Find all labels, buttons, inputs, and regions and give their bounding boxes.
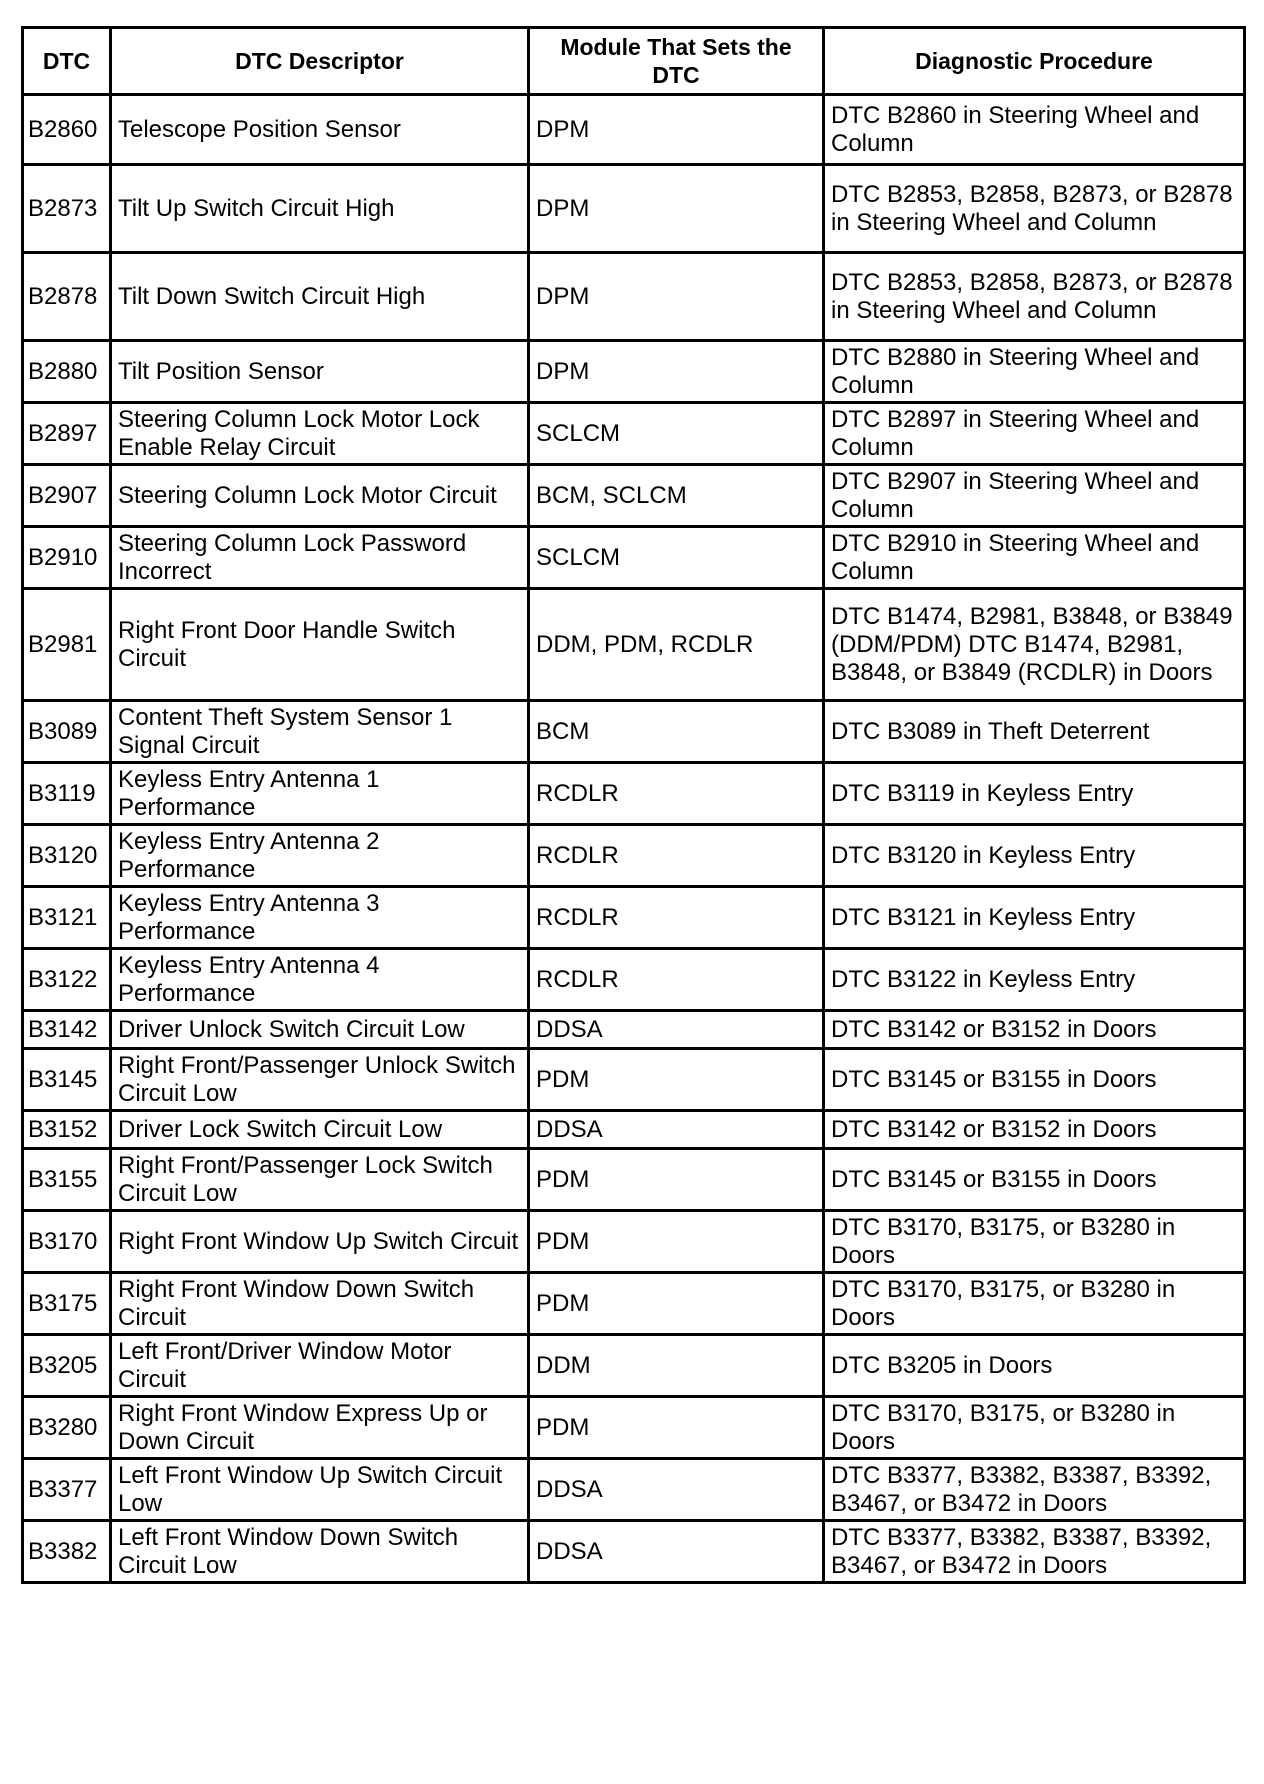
dtc-descriptor-cell: Tilt Down Switch Circuit High [111, 253, 529, 341]
table-row [23, 341, 1245, 403]
dtc-code-cell: B3145 [23, 1049, 111, 1111]
table-row [23, 1335, 1245, 1397]
header-dtc: DTC [23, 28, 111, 95]
module-cell: DDSA [529, 1111, 824, 1149]
dtc-code-cell: B3122 [23, 949, 111, 1011]
module-cell: PDM [529, 1397, 824, 1459]
dtc-code-cell: B2880 [23, 341, 111, 403]
module-cell: DPM [529, 95, 824, 165]
dtc-code-cell: B3155 [23, 1149, 111, 1211]
module-cell: SCLCM [529, 403, 824, 465]
diagnostic-procedure-cell: DTC B3377, B3382, B3387, B3392, B3467, or B3472 in Doors [824, 1521, 1245, 1583]
dtc-descriptor-cell: Right Front Window Up Switch Circuit [111, 1211, 529, 1273]
table-row [23, 1521, 1245, 1583]
dtc-descriptor-cell: Right Front Window Express Up or Down Circuit [111, 1397, 529, 1459]
dtc-descriptor-cell: Tilt Position Sensor [111, 341, 529, 403]
dtc-code-cell: B2860 [23, 95, 111, 165]
module-cell: RCDLR [529, 825, 824, 887]
dtc-code-cell: B3170 [23, 1211, 111, 1273]
dtc-descriptor-cell: Left Front/Driver Window Motor Circuit [111, 1335, 529, 1397]
diagnostic-procedure-cell: DTC B3170, B3175, or B3280 in Doors [824, 1211, 1245, 1273]
dtc-descriptor-cell: Driver Lock Switch Circuit Low [111, 1111, 529, 1149]
header-diagnostic-procedure: Diagnostic Procedure [824, 28, 1245, 95]
diagnostic-procedure-cell: DTC B3119 in Keyless Entry [824, 763, 1245, 825]
dtc-code-cell: B3377 [23, 1459, 111, 1521]
dtc-descriptor-cell: Steering Column Lock Motor Lock Enable Relay Circuit [111, 403, 529, 465]
table-row [23, 589, 1245, 701]
dtc-descriptor-cell: Steering Column Lock Motor Circuit [111, 465, 529, 527]
dtc-descriptor-cell: Right Front Door Handle Switch Circuit [111, 589, 529, 701]
diagnostic-procedure-cell: DTC B2880 in Steering Wheel and Column [824, 341, 1245, 403]
diagnostic-procedure-cell: DTC B3145 or B3155 in Doors [824, 1049, 1245, 1111]
module-cell: PDM [529, 1049, 824, 1111]
table-row [23, 1397, 1245, 1459]
dtc-descriptor-cell: Keyless Entry Antenna 1 Performance [111, 763, 529, 825]
dtc-descriptor-cell: Right Front/Passenger Unlock Switch Circuit Low [111, 1049, 529, 1111]
diagnostic-procedure-cell: DTC B2907 in Steering Wheel and Column [824, 465, 1245, 527]
dtc-code-cell: B3119 [23, 763, 111, 825]
dtc-descriptor-cell: Left Front Window Up Switch Circuit Low [111, 1459, 529, 1521]
dtc-descriptor-cell: Keyless Entry Antenna 4 Performance [111, 949, 529, 1011]
module-cell: DPM [529, 165, 824, 253]
dtc-code-cell: B3175 [23, 1273, 111, 1335]
table-row [23, 701, 1245, 763]
table-row [23, 253, 1245, 341]
module-cell: BCM, SCLCM [529, 465, 824, 527]
module-cell: BCM [529, 701, 824, 763]
table-row [23, 887, 1245, 949]
diagnostic-procedure-cell: DTC B3142 or B3152 in Doors [824, 1111, 1245, 1149]
dtc-code-cell: B2981 [23, 589, 111, 701]
diagnostic-procedure-cell: DTC B2853, B2858, B2873, or B2878 in Steering Wheel and Column [824, 253, 1245, 341]
header-dtc-descriptor: DTC Descriptor [111, 28, 529, 95]
dtc-code-cell: B2910 [23, 527, 111, 589]
module-cell: DDSA [529, 1011, 824, 1049]
diagnostic-procedure-cell: DTC B3145 or B3155 in Doors [824, 1149, 1245, 1211]
diagnostic-procedure-cell: DTC B3142 or B3152 in Doors [824, 1011, 1245, 1049]
diagnostic-procedure-cell: DTC B3170, B3175, or B3280 in Doors [824, 1273, 1245, 1335]
dtc-code-cell: B3089 [23, 701, 111, 763]
module-cell: PDM [529, 1273, 824, 1335]
dtc-descriptor-cell: Keyless Entry Antenna 3 Performance [111, 887, 529, 949]
module-cell: DPM [529, 253, 824, 341]
diagnostic-procedure-cell: DTC B2853, B2858, B2873, or B2878 in Steering Wheel and Column [824, 165, 1245, 253]
module-cell: DDSA [529, 1459, 824, 1521]
header-module: Module That Sets the DTC [529, 28, 824, 95]
table-row [23, 465, 1245, 527]
module-cell: SCLCM [529, 527, 824, 589]
diagnostic-procedure-cell: DTC B1474, B2981, B3848, or B3849 (DDM/PDM) DTC B1474, B2981, B3848, or B3849 (RCDLR) in Doors [824, 589, 1245, 701]
dtc-code-cell: B2897 [23, 403, 111, 465]
dtc-code-cell: B2907 [23, 465, 111, 527]
diagnostic-procedure-cell: DTC B3120 in Keyless Entry [824, 825, 1245, 887]
module-cell: RCDLR [529, 949, 824, 1011]
table-row [23, 1211, 1245, 1273]
module-cell: PDM [529, 1211, 824, 1273]
table-row [23, 1459, 1245, 1521]
dtc-descriptor-cell: Right Front/Passenger Lock Switch Circuit Low [111, 1149, 529, 1211]
diagnostic-procedure-cell: DTC B2910 in Steering Wheel and Column [824, 527, 1245, 589]
table-row [23, 949, 1245, 1011]
module-cell: RCDLR [529, 763, 824, 825]
dtc-descriptor-cell: Tilt Up Switch Circuit High [111, 165, 529, 253]
dtc-code-cell: B3142 [23, 1011, 111, 1049]
module-cell: DDM [529, 1335, 824, 1397]
diagnostic-procedure-cell: DTC B3170, B3175, or B3280 in Doors [824, 1397, 1245, 1459]
table-row [23, 1111, 1245, 1149]
table-row [23, 403, 1245, 465]
dtc-descriptor-cell: Content Theft System Sensor 1 Signal Circuit [111, 701, 529, 763]
dtc-descriptor-cell: Telescope Position Sensor [111, 95, 529, 165]
module-cell: PDM [529, 1149, 824, 1211]
dtc-code-cell: B3121 [23, 887, 111, 949]
dtc-code-cell: B3120 [23, 825, 111, 887]
diagnostic-procedure-cell: DTC B3089 in Theft Deterrent [824, 701, 1245, 763]
table-row [23, 1011, 1245, 1049]
table-row [23, 1049, 1245, 1111]
dtc-code-cell: B3382 [23, 1521, 111, 1583]
dtc-descriptor-cell: Driver Unlock Switch Circuit Low [111, 1011, 529, 1049]
table-body [23, 95, 1245, 1583]
table-row [23, 95, 1245, 165]
dtc-descriptor-cell: Keyless Entry Antenna 2 Performance [111, 825, 529, 887]
dtc-code-cell: B3152 [23, 1111, 111, 1149]
diagnostic-procedure-cell: DTC B3122 in Keyless Entry [824, 949, 1245, 1011]
table-row [23, 1273, 1245, 1335]
table-header-row [23, 28, 1245, 95]
table-row [23, 1149, 1245, 1211]
dtc-code-cell: B3280 [23, 1397, 111, 1459]
dtc-code-cell: B2878 [23, 253, 111, 341]
diagnostic-procedure-cell: DTC B2897 in Steering Wheel and Column [824, 403, 1245, 465]
dtc-descriptor-cell: Steering Column Lock Password Incorrect [111, 527, 529, 589]
module-cell: RCDLR [529, 887, 824, 949]
module-cell: DPM [529, 341, 824, 403]
dtc-descriptor-cell: Right Front Window Down Switch Circuit [111, 1273, 529, 1335]
table-row [23, 165, 1245, 253]
module-cell: DDSA [529, 1521, 824, 1583]
diagnostic-procedure-cell: DTC B3121 in Keyless Entry [824, 887, 1245, 949]
module-cell: DDM, PDM, RCDLR [529, 589, 824, 701]
dtc-code-cell: B3205 [23, 1335, 111, 1397]
diagnostic-procedure-cell: DTC B3205 in Doors [824, 1335, 1245, 1397]
table-row [23, 763, 1245, 825]
table-row [23, 825, 1245, 887]
dtc-code-cell: B2873 [23, 165, 111, 253]
diagnostic-procedure-cell: DTC B2860 in Steering Wheel and Column [824, 95, 1245, 165]
dtc-descriptor-cell: Left Front Window Down Switch Circuit Low [111, 1521, 529, 1583]
table-row [23, 527, 1245, 589]
diagnostic-procedure-cell: DTC B3377, B3382, B3387, B3392, B3467, or B3472 in Doors [824, 1459, 1245, 1521]
dtc-table [21, 26, 1246, 1584]
